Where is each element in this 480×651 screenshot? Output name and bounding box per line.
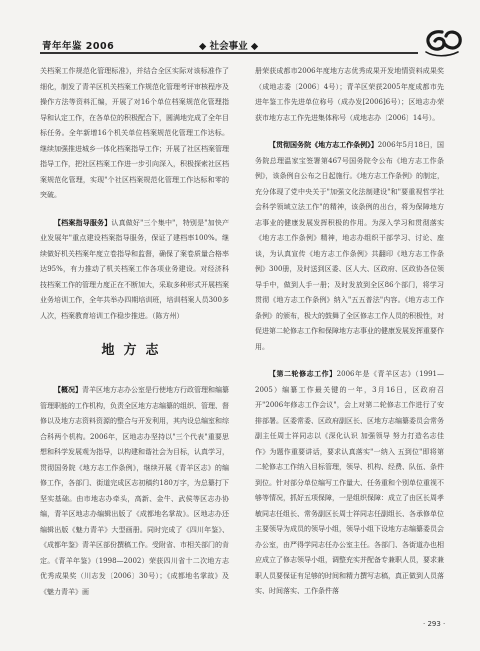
regulations-heading: 【贯彻国务院《地方志工作条例》】: [269, 140, 378, 149]
archive-guidance-heading: 【档案指导服务】: [54, 217, 112, 227]
overview-text: 青羊区地方志办公室是行使地方行政管理和编纂管理职能的工作机构，负责全区地方志编纂的组织、管理、督修以及地方志资料资源的整合与开发利用，其内设总编室和综合科两个机构。2006年，区地志办坚持以"三个代表"重要思想和科学发展观为指导，以构建和谐社会为目标，认真学习，贯彻国务院《地方志工作条例》，继续开展《青羊区志》的编修工作，各部门、街道完成区志初稿约180万字，为总纂打下坚实基础。由市地志办牵头，高新、金牛、武侯等区志办协编，青羊区地志办编辑出版了《成都地名掌故》。区地志办还编辑出版《魅力青羊》大型画册。同时完成了《四川年鉴》、《成都年鉴》青羊区部份撰稿工作。受附省、市相关部门的肯定。《青羊年鉴》（1998—2002）荣获四川省十二次地方志优秀成果奖（川志发〔2006〕30号）；《成都地名掌故》及《魅力青羊》画: [40, 386, 229, 596]
overview-paragraph: [40, 382, 229, 600]
awards-paragraph: 册荣获成都市2006年度地方志优秀成果开发地情资料成果奖（成地志委〔2006〕4号）；青羊区荣获2005年度成都市先进年鉴工作先进单位称号（成办发[2006]6号）；区地志办荣获市地方志工作先进集体称号（成地志办〔2006〕14号）。: [255, 67, 444, 122]
archive-guidance-paragraph: [40, 215, 229, 325]
second-round-heading: 【第二轮修志工作】: [269, 369, 337, 378]
swirl-logo-icon: [420, 26, 464, 58]
archive-standards-paragraph: 关档案工作规范化管理标准》，并结合全区实际对该标准作了细化，制发了青羊区机关档案工作规范化管理考评审核程序及操作方法等资料汇编，开展了对16个单位档案规范化管理指导和认定工作，在各单位的积极配合下，圆满地完成了全年目标任务。全年新增16个机关单位档案规范化管理工作达标。继续加强推进城乡一体化档案指导工作；开展了社区档案管理指导工作，把社区档案工作进一步引向深入，积极探索社区档案规范化管理，实现"个社区档案规范化管理工作达标和零的突破。: [40, 67, 229, 199]
page-number: · 293 ·: [423, 620, 446, 628]
regulations-paragraph: [255, 137, 444, 355]
header-rule: [40, 52, 418, 54]
left-column: [40, 64, 229, 600]
yearbook-title: 青年年鉴 2006: [42, 41, 115, 52]
regulations-text: 2006年5月18日，国务院总理温家宝签署第467号国务院令公布《地方志工作条例》，该条例自公布之日起施行。《地方志工作条例》的制定，充分体现了党中央关于"加强文化法制建设"和"要重视哲学社会科学领域立法工作"的精神，该条例的出台，将为保障地方志事业的健康发展发挥积极的作用。为深入学习和贯彻落实《地方志工作条例》精神，地志办组织干部学习、讨论、座谈，为认真宣传《地方志工作条例》共翻印《地方志工作条例》300册，及时送到区委、区人大、区政府、区政协各位领导手中，做到人手一册；及时发放到全区86个部门，将学习贯彻《地方志工作条例》纳入"五五普法"内容。《地方志工作条例》的颁布，极大的鼓舞了全区修志工作人员的积极性，对促进第二轮修志工作和保障地方志事业的健康发展发挥重要作用。: [255, 141, 444, 351]
second-round-text: 2006年是《青羊区志》（1991—2005）编纂工作最关键的一年，3月16日，区政府召开"2006年修志工作会议"，会上对第二轮修志工作进行了安排部署。区委常委、区政府副区长、区地方志编纂委员会常务副主任周士祥同志以《深化认识 加强领导 努力打造名志佳作》为题作重要讲话，要求认真落实"一纳入 五到位"即将第二轮修志工作纳入目标管理，领导、机构、经费、队伍、条件到位。针对部分单位编写工作量大、任务重和个别单位重视不够等情况，抓好五项保障，一是组织保障：成立了由区长周孝敏同志任组长、常务副区长周士祥同志任副组长、各承修单位主要领导为成员的领导小组，领导小组下设地方志编纂委员会办公室，由严得学同志任办公室主任。各部门、各街道办也相应成立了修志领导小组，调整充实并配备专兼职人员，要求兼职人员要保证有足够的时间和精力撰写志稿，真正做到人员落实、时间落实、工作条件落: [255, 370, 444, 595]
archive-guidance-text: 认真做好"三个集中"，特别是"加快产业发展年"重点建设档案指导服务，保证了建档率100%。继续做好机关档案年度立卷指导和监督，确保了案卷质量合格率达95%，有力推动了机关档案工作各项业务建设。对经济科技档案工作的管理力度正在不断加大，采取多种形式开展档案业务培训工作，全年共举办四期培训班，培训档案人员300多人次，档案教育培训工作稳步推进。（陈方州）: [40, 218, 229, 320]
right-column: [255, 64, 444, 600]
page-header: [0, 0, 480, 56]
local-chronicles-section-title: 地方志: [101, 343, 168, 358]
second-round-paragraph: [255, 366, 444, 600]
section-header-title: ◆ 社会事业 ◆: [199, 41, 259, 52]
overview-heading: 【概况】: [54, 385, 82, 394]
